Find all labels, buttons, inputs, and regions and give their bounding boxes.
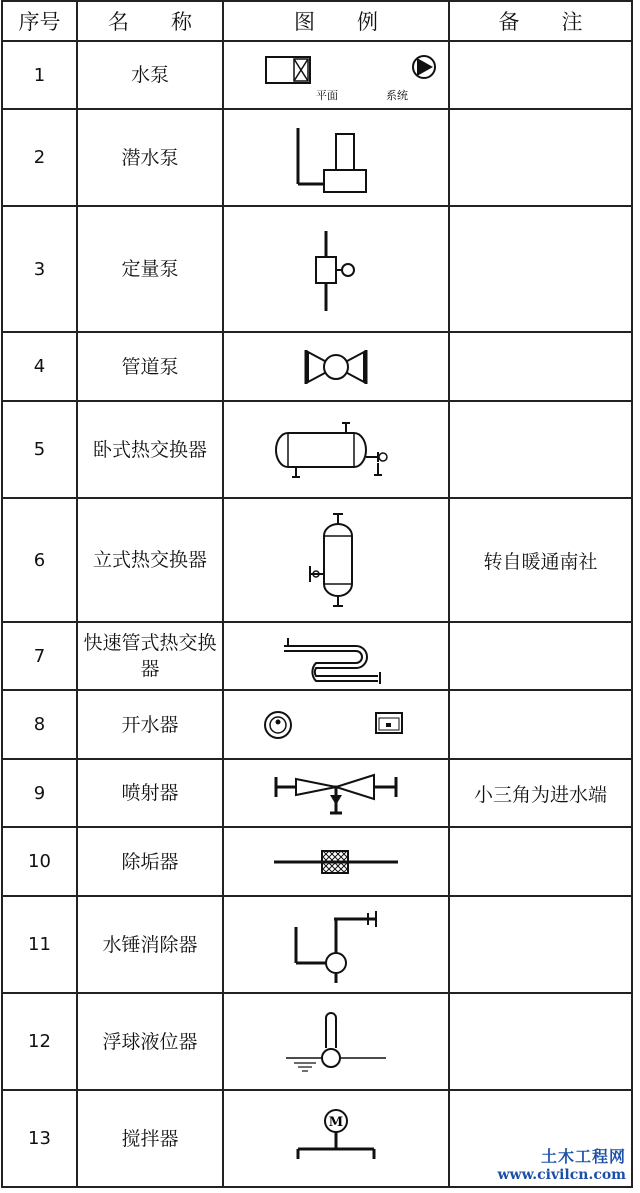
row-name: 喷射器	[77, 759, 223, 827]
row-note	[449, 827, 632, 896]
row-name: 浮球液位器	[77, 993, 223, 1090]
header-symbol: 图 例	[223, 1, 449, 41]
float-level-device-symbol	[223, 993, 449, 1090]
ejector-symbol	[223, 759, 449, 827]
row-name: 开水器	[77, 690, 223, 759]
row-note: 转自暖通南社	[449, 498, 632, 622]
horizontal-heat-exchanger-symbol	[223, 401, 449, 498]
table-row	[2, 206, 632, 332]
header-note: 备 注	[449, 1, 632, 41]
row-name: 搅拌器	[77, 1090, 223, 1187]
row-note	[449, 41, 632, 109]
water-pump-symbol	[223, 41, 449, 109]
row-name: 定量泵	[77, 206, 223, 332]
water-hammer-arrester-symbol	[223, 896, 449, 993]
row-index: 12	[2, 993, 77, 1090]
table-row	[2, 759, 632, 827]
table-row	[2, 401, 632, 498]
row-note	[449, 401, 632, 498]
watermark	[498, 1144, 627, 1183]
header-row	[2, 1, 632, 41]
table-row	[2, 690, 632, 759]
table-row	[2, 896, 632, 993]
legend-table	[1, 0, 633, 1188]
header-index: 序号	[2, 1, 77, 41]
descaler-symbol	[223, 827, 449, 896]
row-note	[449, 690, 632, 759]
row-index: 9	[2, 759, 77, 827]
mixer-symbol	[223, 1090, 449, 1187]
row-index: 4	[2, 332, 77, 401]
row-note	[449, 896, 632, 993]
row-name: 管道泵	[77, 332, 223, 401]
table-row	[2, 41, 632, 109]
row-index: 6	[2, 498, 77, 622]
watermark-name: 土木工程网	[540, 1147, 626, 1166]
table-row	[2, 827, 632, 896]
row-name: 立式热交换器	[77, 498, 223, 622]
row-note	[449, 993, 632, 1090]
row-index: 5	[2, 401, 77, 498]
vertical-heat-exchanger-symbol	[223, 498, 449, 622]
row-name: 快速管式热交换器	[77, 622, 223, 690]
row-name: 潜水泵	[77, 109, 223, 206]
table-row	[2, 332, 632, 401]
metering-pump-symbol	[223, 206, 449, 332]
table-row	[2, 498, 632, 622]
row-note	[449, 622, 632, 690]
row-name: 水泵	[77, 41, 223, 109]
row-index: 11	[2, 896, 77, 993]
table-row	[2, 109, 632, 206]
row-note	[449, 109, 632, 206]
row-index: 8	[2, 690, 77, 759]
row-note	[449, 206, 632, 332]
row-name: 水锤消除器	[77, 896, 223, 993]
water-boiler-symbol	[223, 690, 449, 759]
row-index: 2	[2, 109, 77, 206]
row-index: 3	[2, 206, 77, 332]
motor-label: M	[328, 1114, 344, 1130]
row-index: 13	[2, 1090, 77, 1187]
pipeline-pump-symbol	[223, 332, 449, 401]
table-row	[2, 622, 632, 690]
submersible-pump-symbol	[223, 109, 449, 206]
plan-label: 平面	[316, 89, 338, 102]
row-index: 10	[2, 827, 77, 896]
row-index: 7	[2, 622, 77, 690]
row-note	[449, 332, 632, 401]
watermark-url: www.civilcn.com	[497, 1167, 626, 1183]
header-name: 名 称	[77, 1, 223, 41]
system-label: 系统	[386, 89, 408, 102]
row-note: 小三角为进水端	[449, 759, 632, 827]
rapid-tube-heat-exchanger-symbol	[223, 622, 449, 690]
row-name: 除垢器	[77, 827, 223, 896]
table-row	[2, 993, 632, 1090]
row-index: 1	[2, 41, 77, 109]
row-name: 卧式热交换器	[77, 401, 223, 498]
